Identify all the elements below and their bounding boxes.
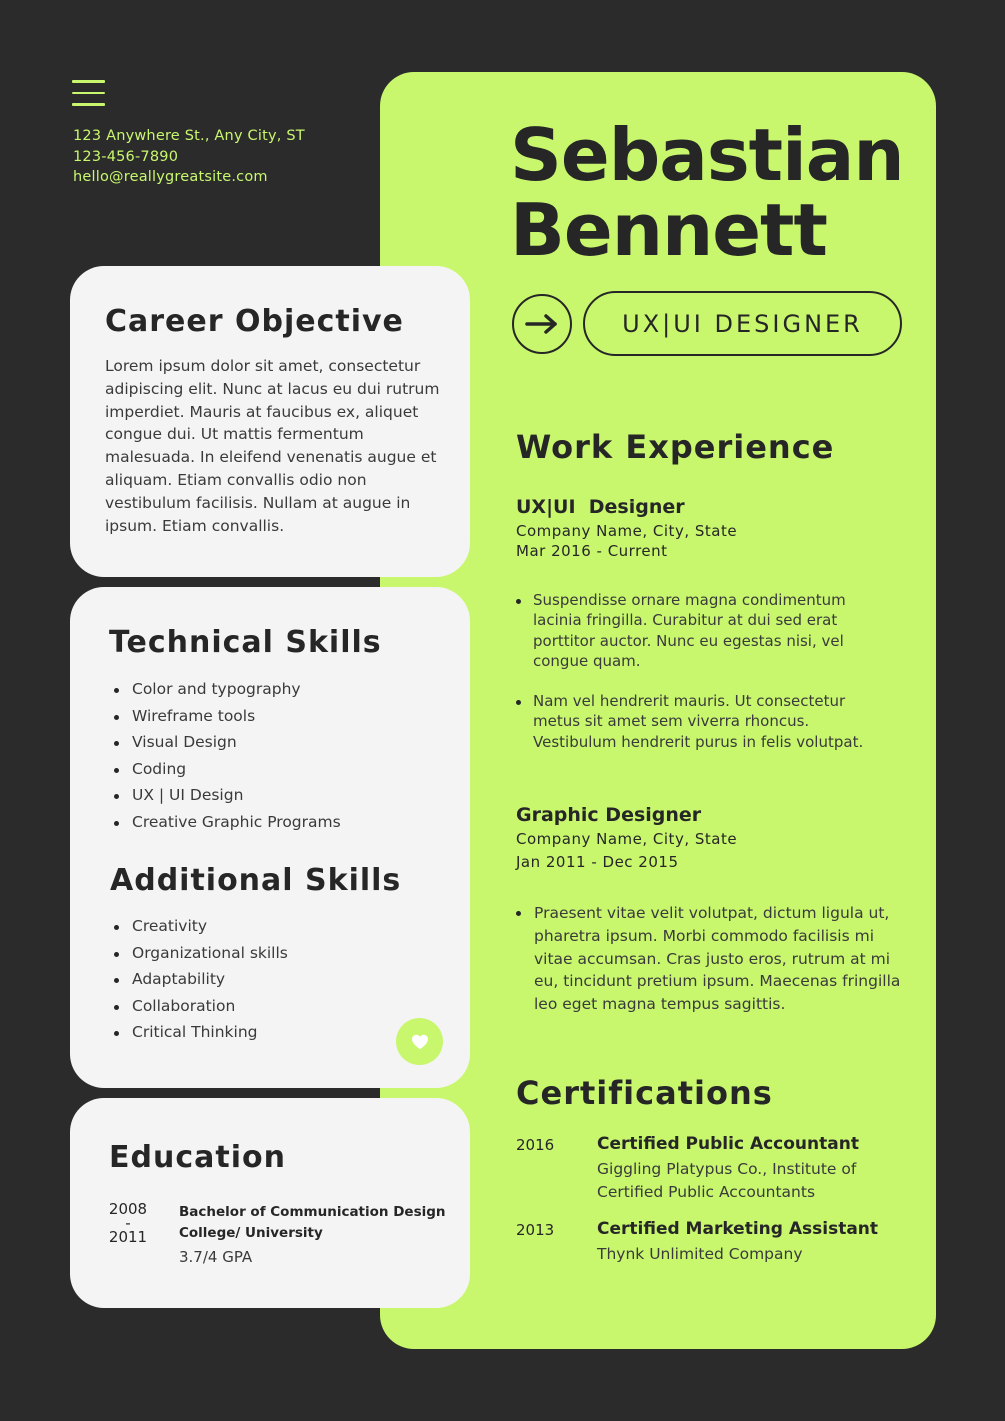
- list-item: Adaptability: [114, 966, 288, 993]
- list-item: Visual Design: [114, 729, 341, 756]
- last-name: Bennett: [510, 188, 827, 272]
- education-year-separator: -: [125, 1214, 131, 1232]
- education-school: College/ University: [179, 1225, 323, 1241]
- job-title: UX|UI Designer: [516, 496, 685, 518]
- contact-phone: 123-456-7890: [73, 148, 179, 165]
- contact-info: [73, 126, 305, 188]
- job-title: Graphic Designer: [516, 804, 702, 826]
- contact-address: 123 Anywhere St., Any City, ST: [73, 128, 305, 144]
- job-bullets: [516, 902, 901, 1016]
- list-item: Nam vel hendrerit mauris. Ut consectetur metus sit amet sem viverra rhoncus. Vestibulum hendrerit purus in felis volutpat.: [516, 691, 891, 752]
- career-objective-card: [70, 266, 470, 577]
- education-year-start: 2008: [108, 1200, 148, 1218]
- heart-icon: [396, 1018, 443, 1065]
- certification-issuer: Thynk Unlimited Company: [597, 1245, 803, 1263]
- menu-icon: [72, 80, 105, 106]
- list-item: Praesent vitae velit volutpat, dictum ligula ut, pharetra ipsum. Morbi commodo facilisis mi vitae accumsan. Cras justo eros, rutrum at mi eu, tincidunt pretium ipsum. Maecenas fringilla leo eget magna tempus sagittis.: [516, 902, 901, 1016]
- technical-skills-list: [114, 676, 341, 836]
- arrow-right-icon: [512, 294, 572, 354]
- certification-name: Certified Public Accountant: [597, 1134, 859, 1154]
- first-name: Sebastian: [510, 113, 904, 197]
- job-bullets: [516, 590, 891, 772]
- technical-skills-title: Technical Skills: [109, 625, 382, 660]
- list-item: Critical Thinking: [114, 1019, 288, 1046]
- list-item: Collaboration: [114, 993, 288, 1020]
- career-objective-text: Lorem ipsum dolor sit amet, consectetur adipiscing elit. Nunc at lacus eu dui rutrum imperdiet. Mauris at faucibus ex, aliquet congue dui. Ut mattis fermentum malesuada. In eleifend venenatis augue et aliquam. Etiam convallis odio non vestibulum facilisis. Nullam at augue in ipsum. Etiam convallis.: [105, 357, 440, 535]
- education-card: [70, 1098, 470, 1308]
- additional-skills-title: Additional Skills: [110, 863, 402, 898]
- job-dates: Mar 2016 - Current: [516, 542, 668, 560]
- education-gpa: 3.7/4 GPA: [179, 1248, 253, 1266]
- certification-year: 2013: [516, 1221, 555, 1239]
- candidate-name: [510, 113, 904, 272]
- job-company: Company Name, City, State: [516, 830, 738, 848]
- contact-email: hello@reallygreatsite.com: [73, 169, 268, 185]
- list-item: Creative Graphic Programs: [114, 809, 341, 836]
- list-item: Suspendisse ornare magna condimentum lacinia fringilla. Curabitur at dui sed erat porttitor auctor. Nunc eu egestas nisi, vel congue quam.: [516, 590, 891, 671]
- certification-year: 2016: [516, 1136, 555, 1154]
- certification-issuer: Giggling Platypus Co., Institute of Certified Public Accountants: [597, 1160, 857, 1201]
- career-objective-title: Career Objective: [105, 304, 404, 339]
- education-title: Education: [109, 1140, 286, 1175]
- certifications-title: Certifications: [516, 1074, 773, 1112]
- job-role-badge: UX|UI DESIGNER: [583, 291, 902, 356]
- list-item: Organizational skills: [114, 940, 288, 967]
- job-company: Company Name, City, State: [516, 522, 738, 540]
- education-years: [108, 1202, 148, 1244]
- list-item: Wireframe tools: [114, 703, 341, 730]
- skills-card: [70, 587, 470, 1088]
- certification-name: Certified Marketing Assistant: [597, 1219, 879, 1239]
- list-item: Coding: [114, 756, 341, 783]
- list-item: Creativity: [114, 913, 288, 940]
- education-degree-block: [179, 1202, 446, 1244]
- list-item: UX | UI Design: [114, 782, 341, 809]
- additional-skills-list: [114, 913, 288, 1046]
- job-entry: [516, 804, 737, 874]
- education-year-end: 2011: [108, 1228, 148, 1246]
- education-degree: Bachelor of Communication Design: [179, 1204, 446, 1220]
- list-item: Color and typography: [114, 676, 341, 703]
- job-dates: Jan 2011 - Dec 2015: [516, 853, 679, 871]
- job-entry: [516, 496, 737, 561]
- work-experience-title: Work Experience: [516, 428, 835, 466]
